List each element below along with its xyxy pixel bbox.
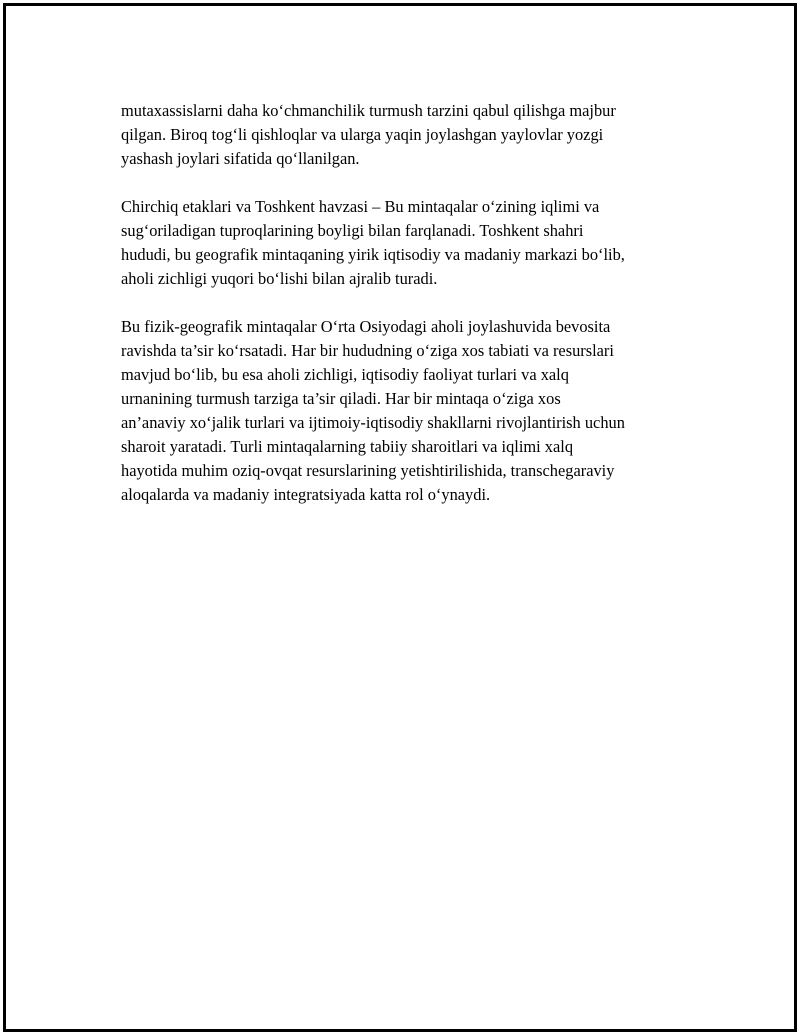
paragraph-1 [121,99,701,171]
page-border [3,3,797,1032]
text-line: Bu fizik-geografik mintaqalar O‘rta Osiyodagi aholi joylashuvida bevosita [121,317,611,336]
text-line: mavjud bo‘lib, bu esa aholi zichligi, iqtisodiy faoliyat turlari va xalq [121,365,569,384]
text-line: sug‘oriladigan tuproqlarining boyligi bilan farqlanadi. Toshkent shahri [121,221,584,240]
document-body [121,99,701,531]
text-line: hayotida muhim oziq-ovqat resurslarining yetishtirilishida, transchegaraviy [121,461,615,480]
text-line: Chirchiq etaklari va Toshkent havzasi – Bu mintaqalar o‘zining iqlimi va [121,197,600,216]
text-line: an’anaviy xo‘jalik turlari va ijtimoiy-iqtisodiy shakllarni rivojlantirish uchun [121,413,625,432]
text-line: qilgan. Biroq tog‘li qishloqlar va ularga yaqin joylashgan yaylovlar yozgi [121,125,604,144]
text-line: aholi zichligi yuqori bo‘lishi bilan ajralib turadi. [121,269,438,288]
text-line: aloqalarda va madaniy integratsiyada katta rol o‘ynaydi. [121,485,491,504]
paragraph-3 [121,315,701,507]
text-line: yashash joylari sifatida qo‘llanilgan. [121,149,360,168]
text-line: ravishda ta’sir ko‘rsatadi. Har bir hududning o‘ziga xos tabiati va resurslari [121,341,614,360]
text-line: urnanining turmush tarziga ta’sir qiladi. Har bir mintaqa o‘ziga xos [121,389,561,408]
text-line: hududi, bu geografik mintaqaning yirik iqtisodiy va madaniy markazi bo‘lib, [121,245,625,264]
paragraph-2 [121,195,701,291]
text-line: mutaxassislarni daha ko‘chmanchilik turmush tarzini qabul qilishga majbur [121,101,616,120]
text-line: sharoit yaratadi. Turli mintaqalarning tabiiy sharoitlari va iqlimi xalq [121,437,574,456]
